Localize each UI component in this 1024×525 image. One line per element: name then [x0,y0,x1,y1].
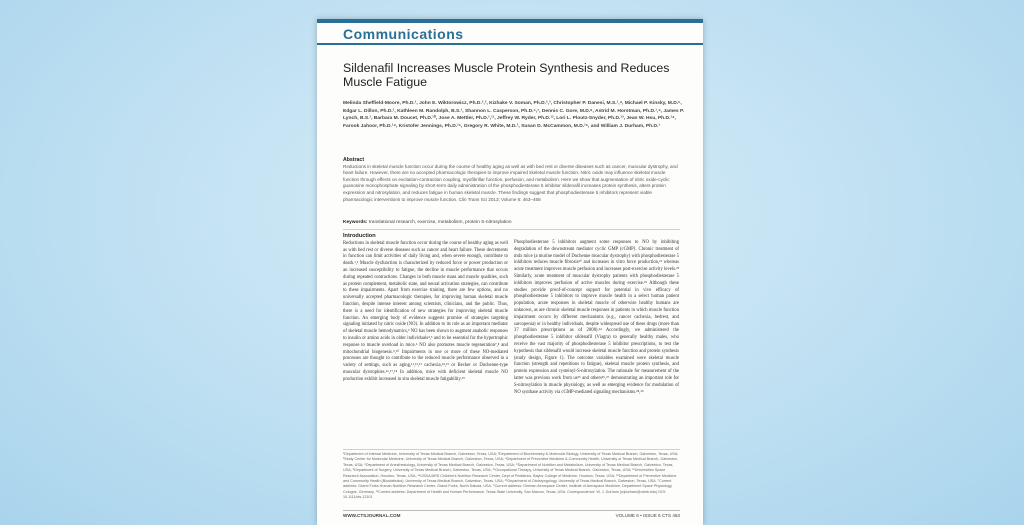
introduction-text-right: Phosphodiesterase 5 inhibitors augment some responses to NO by inhibiting degradation of the downstream mediator cyclic GMP (cGMP). Chronic treatment of mdx mice (a murine model of Duchenne muscular dystrophy) with phosphodiesterase 5 inhibitors reduces muscle fibrosis²⁰ and increases in vitro force production,²¹ whereas acute treatment improves muscle perfusion and increases post-exercise activity levels.²² Similarly, acute treatment of muscular dystrophy patients with phosphodiesterase 5 inhibitors improves perfusion of active muscles during exercise.²³ Although these studies provide proof-of-concept support for potential in vivo efficacy of phosphodiesterase 5 inhibitors to improve muscle health in a select human patient population, acute responses in skeletal muscle of otherwise healthy humans are unknown, as are chronic skeletal muscle responses in patients in which muscle function impairment occurs by different mechanisms (e.g., cancer cachexia, bedrest, and sarcopenia) or in healthy individuals, despite widespread use of these drugs (more than 37 million prescriptions as of 2008).²⁴ Accordingly, we administered the phosphodiesterase 5 inhibitor sildenafil (Viagra) to generally healthy males, who receive the vast majority of phosphodiesterase 5 inhibitor prescriptions, to test the hypothesis that sildenafil would increase skeletal muscle function and protein synthesis (study design, Figure 1). The outcome variables examined were skeletal muscle function (strength and repetitions to fatigue), skeletal muscle protein synthesis, and protein expression and cysteinyl-S-nitrosylation. The rationale for measurement of the latter was previous work from us²⁵ and others²⁶,²⁷ demonstrating an important role for S-nitrosylation in muscle physiology, as well as emerging evidence for modulation of NO synthase activity via cGMP-mediated signaling mechanisms.²⁸,²⁹ [514,240,679,395]
keywords-rule [343,229,680,230]
paper-page [317,19,703,525]
column-right [514,240,679,396]
keywords [343,220,680,225]
volume-issue-page: VOLUME 6 • ISSUE 6 CTS 463 [615,513,680,518]
section-label: Communications [343,26,464,42]
introduction-text-left: Reductions in skeletal muscle function occur during the course of healthy aging as well as with bed rest or diverse diseases such as cancer and heart failure. These decrements in function can limit activities of daily living and, when severe enough, contribute to death.¹,² Muscle dysfunction is characterized by reduced force or power production or an increased susceptibility to fatigue, the decline in muscle performance that occurs during repeated contractions. Changes in both muscle mass and muscle qualities, such as protein complement, metabolic state, and neural activation strategies, can contribute to these impairments. Apart from exercise training, there are few options, and no universally accepted pharmacologic therapies, for improving human skeletal muscle function, despite intense interest among scientists, clinicians, and the public. Thus, there is a need for identification of new strategies for improving skeletal muscle function. An emerging body of evidence suggests promise of strategies targeting signaling initiated by nitric oxide (NO). In addition to its role as an important mediator of skeletal muscle hemodynamics,³ NO has been shown to augment anabolic responses to insulin or amino acids in older individuals⁴,⁵ and to be essential for the hypertrophic response to muscle overload in mice.⁶ NO also promotes muscle regeneration⁷,⁸ and mitochondrial biogenesis.⁹,¹⁰ Impairments in one or more of these NO-mediated processes are thought to contribute to the reduced muscle performance observed in a variety of settings, such as aging,¹¹,¹²,¹³ cachexia,¹⁴,¹⁵ or Becker or Duchenne-type muscular dystrophies.¹⁶,¹⁷,¹⁸ In addition, mice with deficient skeletal muscle NO production exhibit increased in situ skeletal muscle fatigability.¹⁹ [343,240,508,382]
keywords-text: translational research, exercise, metabolism, protein S-nitrosylation [368,220,512,225]
abstract-heading: Abstract [343,157,365,163]
page-footer [343,513,680,522]
column-left [343,233,508,384]
section-divider [317,43,703,45]
article-title: Sildenafil Increases Muscle Protein Synthesis and Reduces Muscle Fatigue [343,61,670,89]
introduction-heading: Introduction [343,233,376,239]
abstract [343,157,680,203]
abstract-text: Reductions in skeletal muscle function occur during the course of healthy aging as well as with bed rest or diverse diseases such as cancer, muscular dystrophy, and heart failure. However, there are no accepted pharmacologic therapies to improve impaired skeletal muscle function. Nitric oxide may influence skeletal muscle function through effects on excitation-contraction coupling, myofibrillar function, perfusion, and metabolism. Here we show that augmentation of nitric oxide-cyclic guanosine monophosphate signaling by short-term daily administration of the phosphodiesterase 5 inhibitor sildenafil increases protein synthesis, alters protein expression and nitrosylation, and reduces fatigue in human skeletal muscle. These findings suggest that phosphodiesterase 5 inhibitors represent viable pharmacologic interventions to improve muscle function. Clin Trans Sci 2013; Volume 6: 463–468 [343,163,678,202]
top-accent-bar [317,19,703,23]
keywords-label: Keywords: [343,220,368,225]
footer-rule [343,510,680,511]
journal-website: WWW.CTSJOURNAL.COM [343,513,401,518]
author-list: Melinda Sheffield-Moore, Ph.D.¹, John E. Wiktorowicz, Ph.D.²,³, Kizhake V. Soman, Ph.D.²,³, Christopher P. Danesi, M.S.¹,⁴, Michael P. Kinsky, M.D.⁵, Edgar L. Dillon, Ph.D.¹, Kathleen M. Randolph, B.S.¹, Shannon L. Casperson, Ph.D.⁶,⁷, Dennis C. Gore, M.D.⁸, Astrid M. Horstman, Ph.D.¹,⁹, James P. Lynch, B.S.¹, Barbara M. Doucet, Ph.D.¹⁰, Jose A. Mettler, Ph.D.¹,¹¹, Jeffrey W. Ryder, Ph.D.¹², Lori L. Ploutz-Snyder, Ph.D.¹³, Jean W. Hsu, Ph.D.¹⁴, Farook Jahoor, Ph.D.¹⁴, Kristofer Jennings, Ph.D.¹⁵, Gregory R. White, M.D.¹, Susan D. McCammon, M.D.¹⁶, and William J. Durham, Ph.D.¹ [343,101,684,130]
footnote-rule [343,449,680,450]
affiliation-footnotes: ¹Department of Internal Medicine, University of Texas Medical Branch, Galveston, Texas, USA; ²Department of Biochemistry & Molecular Biology, University of Texas Medical Branch, Galveston, Texas, USA; ³Sealy Center for Molecular Medicine, University of Texas Medical Branch, Galveston, Texas, USA; ⁴Department of Preventive Medicine & Community Health, University of Texas Medical Branch, Galveston, Texas, USA; ⁵Department of Anesthesiology, University of Texas Medical Branch, Galveston, Texas, USA; ⁶Department of Nutrition and Metabolism, University of Texas Medical Branch, Galveston, Texas, USA; ⁸Department of Surgery, University of Texas Medical Branch, Galveston, Texas, USA; ¹⁰Occupational Therapy, University of Texas Medical Branch, Galveston, Texas, USA; ¹²Universities Space Research Association, Houston, Texas, USA; ¹⁴USDA/ARS Children's Nutrition Research Center, Dept of Pediatrics, Baylor College of Medicine, Houston, Texas, USA; ¹⁵Department of Preventive Medicine and Community Health (Biostatistics), University of Texas Medical Branch, Galveston, Texas, USA; ¹⁶Department of Otolaryngology, University of Texas Medical Branch, Galveston, Texas, USA. ⁷Current address: Grand Forks Human Nutrition Research Center, Grand Forks, North Dakota, USA. ⁹Current address: German Aerospace Center, Institute of Aerospace Medicine, Department Space Physiology, Cologne, Germany. ¹¹Current address: Department of Health and Human Performance, Texas State University, San Marcos, Texas, USA. Correspondence: W. J. Durham (wjdurham@utmb.edu) DOI: 10.1111/cts.12101 [343,452,679,500]
